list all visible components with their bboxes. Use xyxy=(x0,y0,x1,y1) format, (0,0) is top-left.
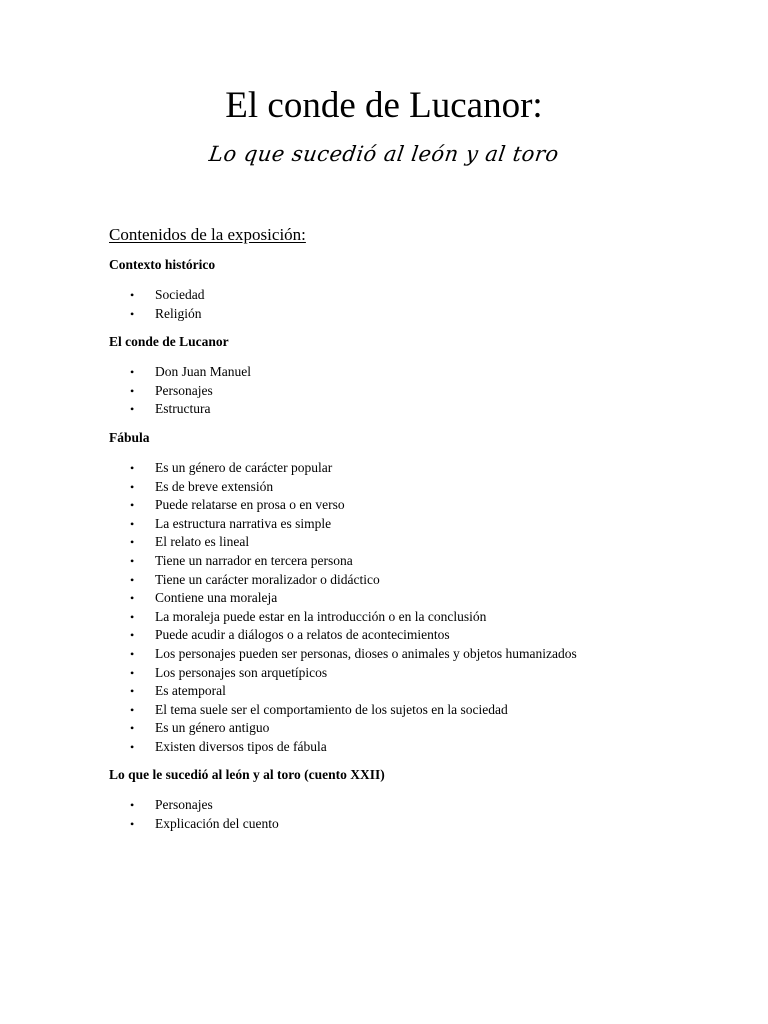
bullet-list xyxy=(109,286,669,323)
bullet-icon: • xyxy=(130,702,135,717)
subsection-heading: Lo que le sucedió al león y al toro (cuento XXII) xyxy=(109,767,385,783)
subsection-heading: Contexto histórico xyxy=(109,257,216,272)
list-item xyxy=(109,400,669,419)
list-item xyxy=(109,305,669,324)
bullet-icon: • xyxy=(130,817,135,832)
list-item xyxy=(109,286,669,305)
bullet-icon: • xyxy=(130,684,135,699)
list-item-text: Puede relatarse en prosa o en verso xyxy=(155,497,345,513)
list-item-text: Los personajes son arquetípicos xyxy=(155,664,328,680)
subsection-heading: Fábula xyxy=(109,429,150,445)
list-item xyxy=(109,815,669,834)
list-item xyxy=(109,533,669,552)
bullet-icon: • xyxy=(130,402,135,417)
sections-container xyxy=(109,256,669,834)
list-item-text: Los personajes pueden ser personas, dioses o animales y objetos humanizados xyxy=(155,645,577,661)
list-item-text: Es atemporal xyxy=(155,683,226,699)
bullet-icon: • xyxy=(130,646,135,661)
list-item xyxy=(109,382,669,401)
contents-heading: Contenidos de la exposición: xyxy=(109,225,306,244)
bullet-icon: • xyxy=(130,383,135,398)
bullet-icon: • xyxy=(130,798,135,813)
bullet-icon: • xyxy=(130,739,135,754)
bullet-icon: • xyxy=(130,572,135,587)
list-item-text: Existen diversos tipos de fábula xyxy=(155,738,327,754)
list-item xyxy=(109,738,669,757)
list-item xyxy=(109,664,669,683)
subsection-heading: El conde de Lucanor xyxy=(109,334,229,350)
bullet-icon: • xyxy=(130,460,135,475)
list-item xyxy=(109,552,669,571)
list-item-text: El tema suele ser el comportamiento de los sujetos en la sociedad xyxy=(155,701,508,717)
list-item xyxy=(109,589,669,608)
list-item-text: Puede acudir a diálogos o a relatos de acontecimientos xyxy=(155,627,450,643)
list-item xyxy=(109,701,669,720)
bullet-icon: • xyxy=(130,591,135,606)
bullet-icon: • xyxy=(130,498,135,513)
bullet-icon: • xyxy=(130,609,135,624)
bullet-icon: • xyxy=(130,479,135,494)
list-item-text: Contiene una moraleja xyxy=(155,590,278,606)
list-item xyxy=(109,496,669,515)
list-item-text: Tiene un narrador en tercera persona xyxy=(155,552,353,568)
list-item-text: La estructura narrativa es simple xyxy=(155,515,332,531)
bullet-icon: • xyxy=(130,721,135,736)
list-item xyxy=(109,459,669,478)
bullet-icon: • xyxy=(130,288,135,302)
list-item-text: Explicación del cuento xyxy=(155,816,279,832)
list-item xyxy=(109,645,669,664)
list-item-text: Sociedad xyxy=(155,287,205,302)
document-title: El conde de Lucanor: xyxy=(225,85,543,126)
document-content xyxy=(109,224,669,844)
list-item-text: Es un género de carácter popular xyxy=(155,459,333,475)
list-item xyxy=(109,571,669,590)
bullet-icon: • xyxy=(130,306,135,321)
list-item xyxy=(109,626,669,645)
list-item-text: Es un género antiguo xyxy=(155,720,270,736)
list-item-text: La moraleja puede estar en la introducción o en la conclusión xyxy=(155,608,487,624)
bullet-icon: • xyxy=(130,628,135,643)
list-item xyxy=(109,515,669,534)
list-item-text: Personajes xyxy=(155,797,213,813)
bullet-icon: • xyxy=(130,665,135,680)
bullet-icon: • xyxy=(130,553,135,568)
bullet-list xyxy=(109,459,669,757)
bullet-icon: • xyxy=(130,535,135,550)
list-item-text: El relato es lineal xyxy=(155,534,250,550)
list-item xyxy=(109,608,669,627)
bullet-list xyxy=(109,363,669,419)
list-item-text: Estructura xyxy=(155,401,211,417)
list-item-text: Don Juan Manuel xyxy=(155,364,251,380)
list-item xyxy=(109,719,669,738)
list-item-text: Tiene un carácter moralizador o didáctico xyxy=(155,571,380,587)
list-item xyxy=(109,478,669,497)
list-item-text: Religión xyxy=(155,305,202,321)
document-subtitle: Lo que sucedió al león y al toro xyxy=(207,142,561,166)
list-item xyxy=(109,363,669,382)
bullet-list xyxy=(109,796,669,833)
list-item xyxy=(109,682,669,701)
list-item-text: Es de breve extensión xyxy=(155,478,274,494)
bullet-icon: • xyxy=(130,365,135,380)
list-item xyxy=(109,796,669,815)
bullet-icon: • xyxy=(130,516,135,531)
list-item-text: Personajes xyxy=(155,382,213,398)
